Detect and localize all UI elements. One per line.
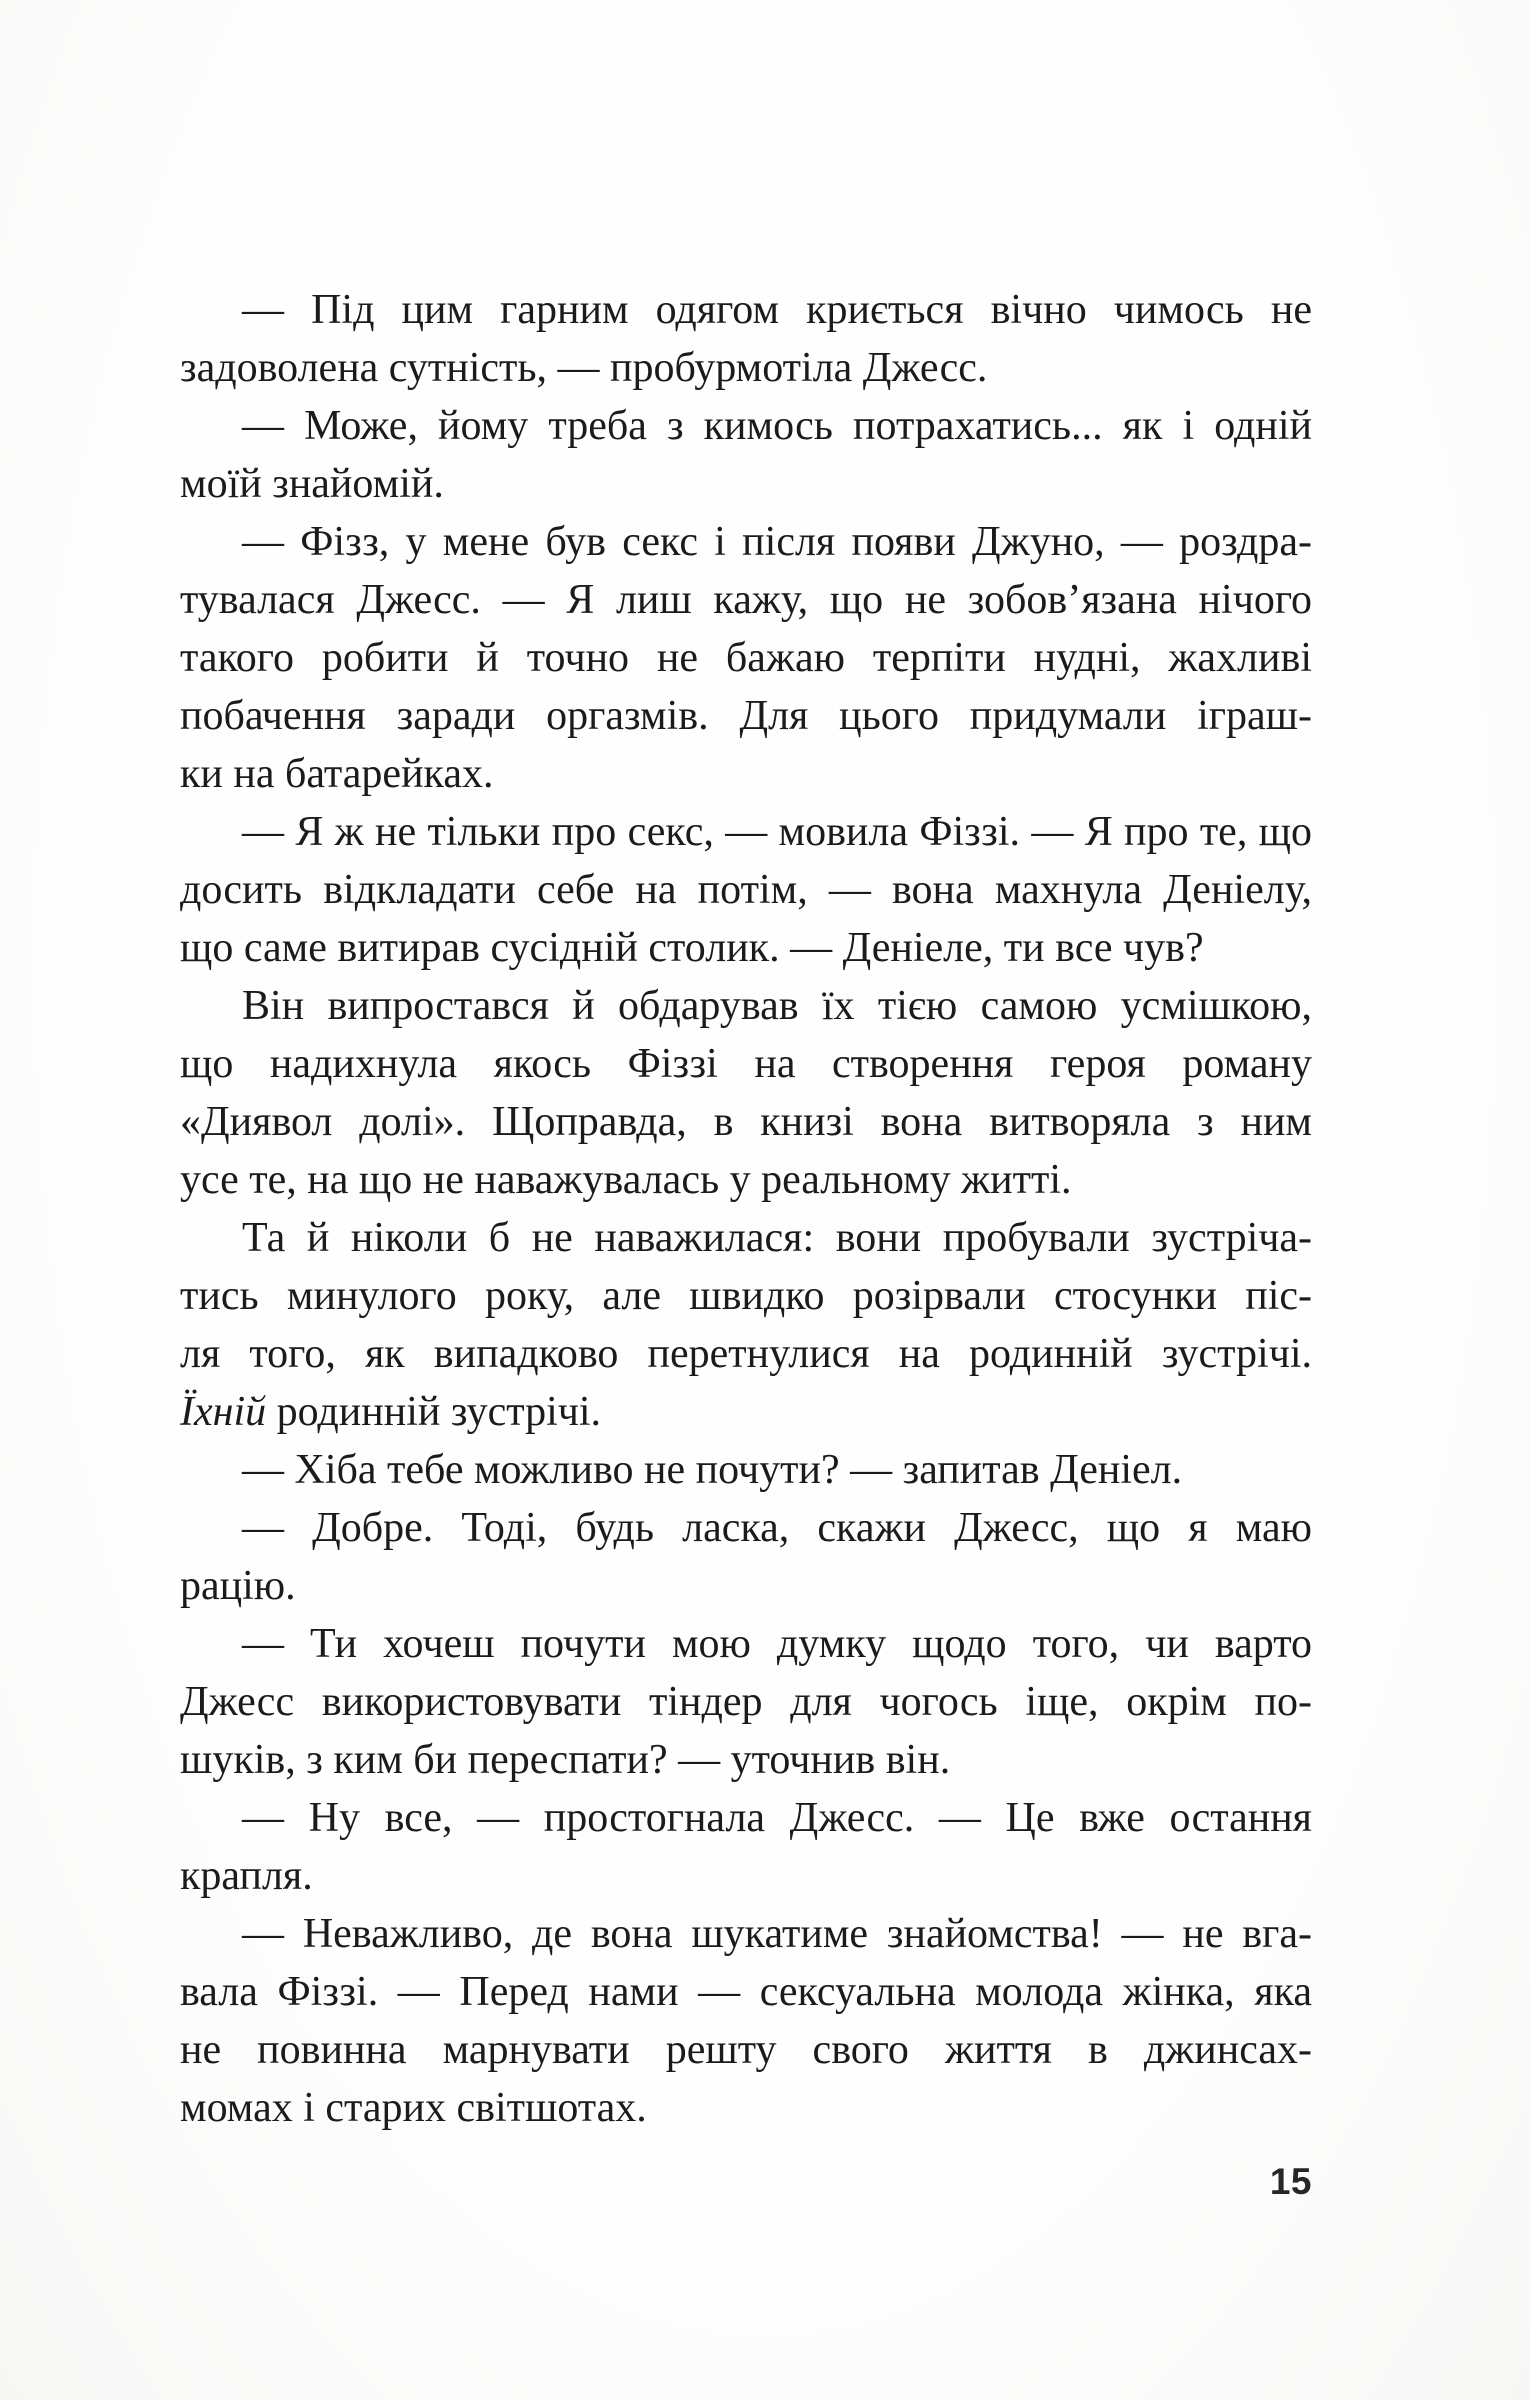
text-line: усе те, на що не наважувалась у реальному житті. xyxy=(180,1157,1072,1203)
paragraph xyxy=(180,1499,1312,1615)
text-line: — Ну все, — простогнала Джесс. — Це вже остання xyxy=(242,1795,1312,1841)
paragraph xyxy=(180,513,1312,803)
text-line: що надихнула якось Фіззі на створення героя роману xyxy=(180,1041,1312,1087)
text-line: Та й ніколи б не наважилася: вони пробували зустріча- xyxy=(242,1215,1312,1261)
paragraph xyxy=(180,1615,1312,1789)
text-line: ля того, як випадково перетнулися на родинній зустрічі. xyxy=(180,1331,1312,1377)
text-line: досить відкладати себе на потім, — вона махнула Деніелу, xyxy=(180,867,1312,913)
text-line: — Ти хочеш почути мою думку щодо того, чи варто xyxy=(242,1621,1312,1667)
text-line: моїй знайомій. xyxy=(180,461,444,507)
page-number: 15 xyxy=(1269,2161,1312,2202)
text-line: побачення заради оргазмів. Для цього придумали іграш- xyxy=(180,693,1312,739)
text-line: тувалася Джесс. — Я лиш кажу, що не зобов’язана нічого xyxy=(180,577,1312,623)
text-line: — Я ж не тільки про секс, — мовила Фіззі. — Я про те, що xyxy=(242,809,1312,855)
paragraph xyxy=(180,1905,1312,2137)
text-line: — Під цим гарним одягом криється вічно чимось не xyxy=(242,287,1312,333)
text-line: «Диявол долі». Щоправда, в книзі вона витворяла з ним xyxy=(180,1099,1312,1145)
italic-text: Їхній xyxy=(180,1389,267,1435)
text-line: крапля. xyxy=(180,1853,313,1899)
text-line: момах і старих світшотах. xyxy=(180,2085,647,2131)
text-line: що саме витирав сусідній столик. — Деніеле, ти все чув? xyxy=(180,925,1204,971)
text-line: — Може, йому треба з кимось потрахатись... як і одній xyxy=(242,403,1312,449)
paragraph xyxy=(180,1441,1312,1499)
text-line: — Хіба тебе можливо не почути? — запитав Деніел. xyxy=(242,1447,1183,1493)
text-line: тись минулого року, але швидко розірвали стосунки піс- xyxy=(180,1273,1312,1319)
text-line: — Фізз, у мене був секс і після появи Джуно, — роздра- xyxy=(242,519,1312,565)
text-line: Джесс використовувати тіндер для чогось іще, окрім по- xyxy=(180,1679,1312,1725)
text-line: шуків, з ким би переспати? — уточнив він. xyxy=(180,1737,951,1783)
text-line: Він випростався й обдарував їх тією самою усмішкою, xyxy=(242,983,1312,1029)
paragraph xyxy=(180,1789,1312,1905)
paragraph xyxy=(180,803,1312,977)
text-line: — Неважливо, де вона шукатиме знайомства! — не вга- xyxy=(242,1911,1312,1957)
paragraph xyxy=(180,1209,1312,1441)
text-line: рацію. xyxy=(180,1563,296,1609)
paragraph xyxy=(180,397,1312,513)
text-line: ки на батарейках. xyxy=(180,751,494,797)
text-line: — Добре. Тоді, будь ласка, скажи Джесс, що я маю xyxy=(242,1505,1312,1551)
text-line: такого робити й точно не бажаю терпіти нудні, жахливі xyxy=(180,635,1312,681)
text-line: задоволена сутність, — пробурмотіла Джесс. xyxy=(180,345,988,391)
paragraph xyxy=(180,977,1312,1209)
text-line: не повинна марнувати решту свого життя в джинсах- xyxy=(180,2027,1312,2073)
page-text-block xyxy=(180,281,1312,2137)
text-line: Їхній родинній зустрічі. xyxy=(180,1389,602,1435)
paragraph xyxy=(180,281,1312,397)
text-line: вала Фіззі. — Перед нами — сексуальна молода жінка, яка xyxy=(180,1969,1312,2015)
